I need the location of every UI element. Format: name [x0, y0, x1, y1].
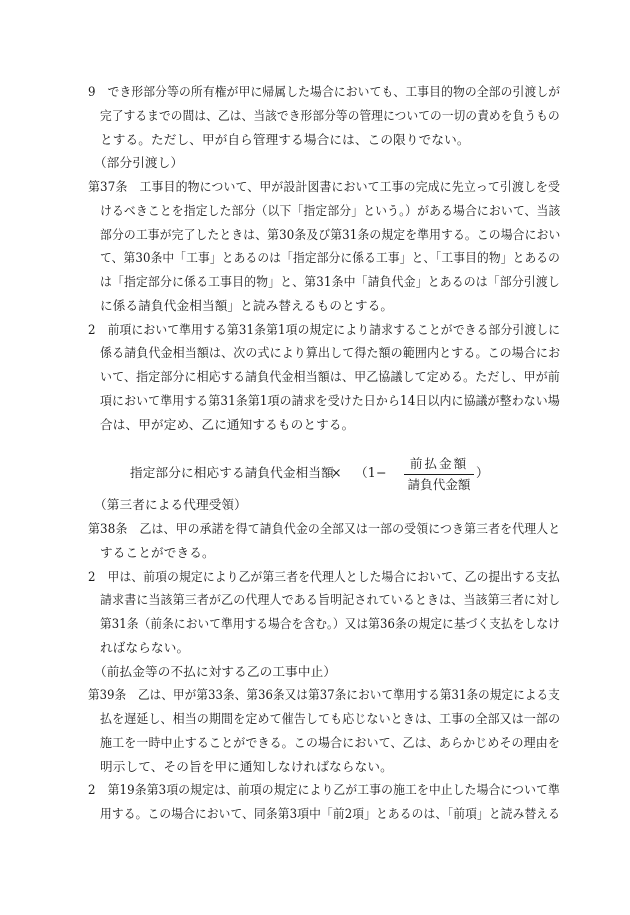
text-line: 部分の工事が完了したときは、第30条及び第31条の規定を準用する。この場合におい — [100, 227, 561, 242]
article-first-line: 第39条 乙は、甲が第33条、第36条又は第37条において準用する第31条の規定による支 — [88, 687, 560, 702]
section-heading: （前払金等の不払に対する乙の工事中止） — [94, 664, 337, 679]
text-line: 施工を一時中止することができる。この場合において、乙は、あらかじめその理由を — [100, 735, 561, 750]
section-heading: （部分引渡し） — [94, 155, 184, 170]
text-line: することができる。 — [100, 545, 215, 560]
text-line: 9 でき形部分等の所有権が甲に帰属した場合においても、工事目的物の全部の引渡しが — [88, 84, 561, 99]
section-heading: （第三者による代理受領） — [94, 497, 247, 512]
text-line: は「指定部分に係る工事目的物」と、第31条中「請負代金」とあるのは「部分引渡し — [100, 274, 560, 289]
text-line: 係る請負代金相当額は、次の式により算出して得た額の範囲内とする。この場合にお — [100, 345, 561, 360]
formula-numerator: 前払金額 — [409, 456, 469, 471]
formula-denominator: 請負代金額 — [407, 477, 471, 492]
text-line: ればならない。 — [100, 640, 190, 655]
formula-close: ） — [476, 465, 489, 480]
paragraph-first-line: 2 甲は、前項の規定により乙が第三者を代理人とした場合において、乙の提出する支払 — [88, 569, 560, 584]
text-line: とする。ただし、甲が自ら管理する場合には、この限りでない。 — [100, 132, 470, 147]
formula-lhs: 指定部分に相応する請負代金相当額 — [130, 465, 334, 480]
text-line: に係る請負代金相当額」と読み替えるものとする。 — [100, 298, 394, 313]
text-line: 合は、甲が定め、乙に通知するものとする。 — [100, 417, 355, 432]
formula-times: × — [331, 465, 342, 480]
article-first-line: 第37条 工事目的物について、甲が設計図書において工事の完成に先立って引渡しを受 — [88, 179, 561, 194]
text-line: 用する。この場合において、同条第3項中「前2項」とあるのは、「前項」と読み替える — [100, 806, 561, 821]
paragraph-first-line: 2 第19条第3項の規定は、前項の規定により乙が工事の施工を中止した場合について準 — [88, 782, 560, 797]
text-line: 請求書に当該第三者が乙の代理人である旨明記されているときは、当該第三者に対し — [100, 592, 561, 607]
text-line: 完了するまでの間は、乙は、当該でき形部分等の管理についての一切の責めを負うもの — [100, 108, 560, 123]
text-line: 払を遅延し、相当の期間を定めて催告しても応じないときは、工事の全部又は一部の — [100, 711, 561, 726]
text-line: いて、指定部分に相応する請負代金相当額は、甲乙協議して定める。ただし、甲が前 — [100, 369, 561, 384]
text-line: 明示して、その旨を甲に通知しなければならない。 — [100, 759, 393, 774]
formula-open: （1− — [355, 465, 387, 480]
text-line: て、第30条中「工事」とあるのは「指定部分に係る工事」と、「工事目的物」とあるの — [100, 250, 561, 265]
text-line: けるべきことを指定した部分（以下「指定部分」という。）がある場合において、当該 — [100, 203, 561, 218]
text-line: 第31条（前条において準用する場合を含む。）又は第36条の規定に基づく支払をしなけ — [100, 616, 560, 631]
article-first-line: 第38条 乙は、甲の承諾を得て請負代金の全部又は一部の受領につき第三者を代理人と — [88, 521, 561, 536]
paragraph-first-line: 2 前項において準用する第31条第1項の規定により請求することができる部分引渡しに — [88, 322, 561, 337]
text-line: 項において準用する第31条第1項の請求を受けた日から14日以内に協議が整わない場 — [100, 393, 560, 408]
formula-fraction — [402, 456, 476, 493]
